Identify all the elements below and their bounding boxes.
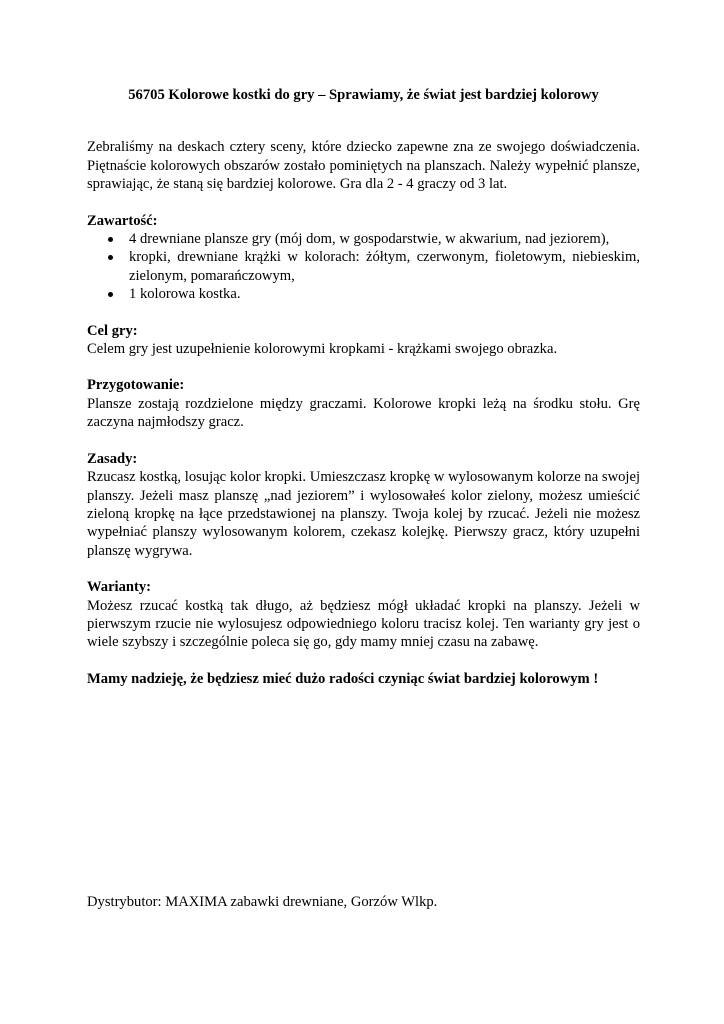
variants-text: Możesz rzucać kostką tak długo, aż będziesz mógł układać kropki na planszy. Jeżeli w pierwszym rzucie nie wylosujesz odpowiedniego koloru tracisz kolej. Ten warianty gry jest o wiele szybszy i szczególnie poleca się go, gdy mamy mniej czasu na zabawę. bbox=[87, 597, 640, 651]
list-item: 1 kolorowa kostka. bbox=[129, 285, 640, 303]
contents-section bbox=[87, 212, 640, 304]
goal-heading: Cel gry: bbox=[87, 322, 138, 339]
preparation-text: Plansze zostają rozdzielone między graczami. Kolorowe kropki leżą na środku stołu. Grę zaczyna najmłodszy gracz. bbox=[87, 395, 640, 431]
list-item: 4 drewniane plansze gry (mój dom, w gospodarstwie, w akwarium, nad jeziorem), bbox=[129, 230, 640, 248]
goal-section bbox=[87, 322, 640, 359]
rules-heading: Zasady: bbox=[87, 450, 138, 467]
closing-statement: Mamy nadzieję, że będziesz mieć dużo radości czyniąc świat bardziej kolorowym ! bbox=[87, 670, 599, 687]
variants-section bbox=[87, 578, 640, 652]
document-title: 56705 Kolorowe kostki do gry – Sprawiamy, że świat jest bardziej kolorowy bbox=[128, 87, 599, 103]
contents-list bbox=[87, 230, 640, 304]
rules-text: Rzucasz kostką, losując kolor kropki. Umieszczasz kropkę w wylosowanym kolorze na swojej planszy. Jeżeli masz planszę „nad jeziorem” i wylosowałeś kolor zielony, możesz umieścić zieloną kropkę na łące przedstawionej na planszy. Twoja kolej by rzucać. Jeżeli nie możesz wypełniać planszy wylosowanym kolorem, czekasz kolejkę. Pierwszy gracz, który uzupełni planszę wygrywa. bbox=[87, 469, 640, 559]
goal-text: Celem gry jest uzupełnienie kolorowymi kropkami - krążkami swojego obrazka. bbox=[87, 341, 558, 358]
preparation-heading: Przygotowanie: bbox=[87, 377, 185, 394]
rules-section bbox=[87, 450, 640, 560]
intro-paragraph: Zebraliśmy na deskach cztery sceny, które dziecko zapewne zna ze swojego doświadczenia. Piętnaście kolorowych obszarów zostało pominiętych na planszach. Należy wypełnić plansze, sprawiając, że staną się bardziej kolorowe. Gra dla 2 - 4 graczy od 3 lat. bbox=[87, 139, 640, 193]
variants-heading: Warianty: bbox=[87, 579, 152, 596]
list-item: kropki, drewniane krążki w kolorach: żółtym, czerwonym, fioletowym, niebieskim, zielonym, pomarańczowym, bbox=[129, 249, 640, 284]
preparation-section bbox=[87, 376, 640, 431]
contents-heading: Zawartość: bbox=[87, 212, 158, 229]
document-body bbox=[87, 86, 640, 688]
distributor-footer: Dystrybutor: MAXIMA zabawki drewniane, Gorzów Wlkp. bbox=[87, 894, 438, 910]
